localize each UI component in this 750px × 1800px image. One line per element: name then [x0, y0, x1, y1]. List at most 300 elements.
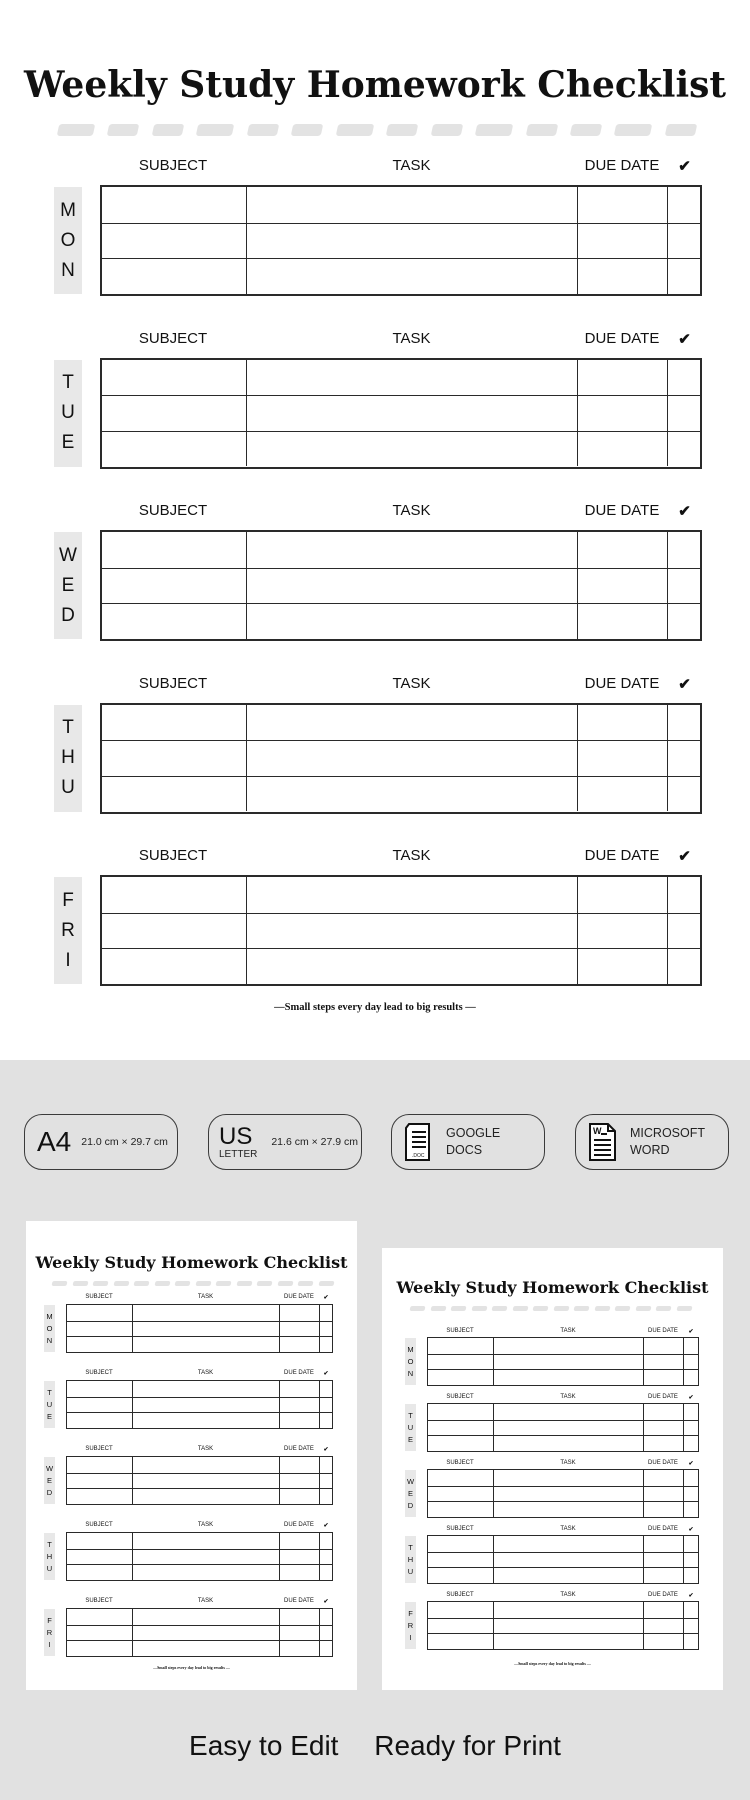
check-cell[interactable] — [319, 1474, 332, 1489]
due-date-cell[interactable] — [577, 360, 667, 396]
column-header-due-date: DUE DATE — [584, 329, 660, 347]
column-header-subject: SUBJECT — [446, 1592, 474, 1598]
dash-segment — [318, 1281, 334, 1286]
table-row — [428, 1470, 698, 1486]
due-date-cell[interactable] — [279, 1322, 319, 1337]
due-date-cell[interactable] — [643, 1553, 683, 1568]
dash-segment — [152, 124, 185, 136]
due-date-cell[interactable] — [577, 705, 667, 741]
subject-cell[interactable] — [428, 1404, 493, 1420]
day-letter: R — [61, 919, 75, 941]
day-letter: H — [46, 1551, 53, 1561]
check-cell[interactable] — [667, 604, 700, 639]
check-cell[interactable] — [667, 224, 700, 259]
table-row — [428, 1404, 698, 1420]
check-cell[interactable] — [683, 1338, 698, 1354]
dash-segment — [72, 1281, 88, 1286]
task-cell[interactable] — [132, 1533, 279, 1549]
task-cell[interactable] — [132, 1550, 279, 1565]
dash-segment — [635, 1306, 651, 1311]
check-cell[interactable] — [319, 1413, 332, 1428]
thumb-us-quote: —Small steps every day lead to big results — — [514, 1661, 591, 1666]
day-letter: W — [406, 1476, 415, 1486]
check-cell[interactable] — [683, 1370, 698, 1385]
checkmark-icon: ✔ — [323, 1371, 329, 1377]
due-date-cell[interactable] — [279, 1413, 319, 1428]
subject-cell[interactable] — [428, 1619, 493, 1634]
check-cell[interactable] — [319, 1489, 332, 1504]
table-row — [67, 1564, 332, 1580]
check-cell[interactable] — [683, 1536, 698, 1552]
column-header-subject: SUBJECT — [138, 847, 208, 864]
subject-cell[interactable] — [67, 1322, 132, 1337]
dash-segment — [386, 124, 419, 136]
due-date-cell[interactable] — [643, 1421, 683, 1436]
task-cell[interactable] — [493, 1470, 643, 1486]
day-letter: U — [61, 402, 75, 423]
word-line1: MICROSOFT — [630, 1126, 705, 1141]
task-cell[interactable] — [246, 949, 577, 984]
subject-cell[interactable] — [428, 1370, 493, 1385]
due-date-cell[interactable] — [279, 1305, 319, 1321]
subject-cell[interactable] — [67, 1337, 132, 1352]
check-cell[interactable] — [667, 569, 700, 604]
subject-cell[interactable] — [67, 1641, 132, 1656]
task-cell[interactable] — [246, 187, 577, 223]
due-date-cell[interactable] — [279, 1609, 319, 1625]
check-cell[interactable] — [667, 705, 700, 741]
checkmark-icon: ✔ — [678, 330, 691, 348]
day-label-mon — [405, 1338, 416, 1385]
due-date-cell[interactable] — [643, 1355, 683, 1370]
subject-cell[interactable] — [67, 1550, 132, 1565]
subject-cell[interactable] — [67, 1474, 132, 1489]
task-cell[interactable] — [493, 1634, 643, 1649]
task-cell[interactable] — [493, 1421, 643, 1436]
homework-table-tue — [100, 358, 702, 469]
day-block-thu — [26, 1522, 357, 1581]
day-letter: F — [47, 1615, 52, 1625]
table-row — [102, 187, 700, 223]
subject-cell[interactable] — [102, 532, 246, 568]
due-date-cell[interactable] — [577, 396, 667, 431]
table-row — [102, 258, 700, 294]
day-label-wed — [405, 1470, 416, 1517]
check-cell[interactable] — [683, 1619, 698, 1634]
check-cell[interactable] — [667, 914, 700, 949]
check-cell[interactable] — [683, 1436, 698, 1451]
check-cell[interactable] — [667, 432, 700, 467]
subject-cell[interactable] — [102, 705, 246, 741]
task-cell[interactable] — [132, 1609, 279, 1625]
task-cell[interactable] — [246, 224, 577, 259]
homework-table-thu — [100, 703, 702, 814]
dash-segment — [93, 1281, 109, 1286]
due-date-cell[interactable] — [279, 1381, 319, 1397]
table-row — [102, 948, 700, 984]
due-date-cell[interactable] — [643, 1634, 683, 1649]
due-date-cell[interactable] — [577, 741, 667, 776]
table-row — [67, 1381, 332, 1397]
dash-segment — [247, 124, 280, 136]
doc-file-icon — [404, 1122, 434, 1162]
task-cell[interactable] — [493, 1536, 643, 1552]
check-cell[interactable] — [319, 1533, 332, 1549]
dash-segment — [615, 1306, 631, 1311]
check-cell[interactable] — [683, 1470, 698, 1486]
task-cell[interactable] — [132, 1337, 279, 1352]
homework-table-fri — [66, 1608, 333, 1657]
due-date-cell[interactable] — [643, 1568, 683, 1583]
format-word-badge — [575, 1114, 729, 1170]
check-cell[interactable] — [319, 1457, 332, 1473]
google-docs-line1: GOOGLE — [446, 1126, 501, 1141]
due-date-cell[interactable] — [577, 259, 667, 294]
checkmark-icon: ✔ — [323, 1447, 329, 1453]
subject-cell[interactable] — [428, 1338, 493, 1354]
task-cell[interactable] — [132, 1398, 279, 1413]
task-cell[interactable] — [493, 1355, 643, 1370]
column-header-subject: SUBJECT — [446, 1394, 474, 1400]
day-letter: N — [61, 259, 75, 281]
due-date-cell[interactable] — [279, 1337, 319, 1352]
task-cell[interactable] — [246, 877, 577, 913]
column-header-subject: SUBJECT — [446, 1328, 474, 1334]
task-cell[interactable] — [493, 1619, 643, 1634]
day-letter: M — [60, 199, 76, 221]
check-cell[interactable] — [683, 1568, 698, 1583]
day-letter: I — [409, 1632, 412, 1642]
due-date-cell[interactable] — [279, 1550, 319, 1565]
subject-cell[interactable] — [67, 1626, 132, 1641]
subject-cell[interactable] — [428, 1355, 493, 1370]
table-row — [102, 877, 700, 913]
subject-cell[interactable] — [67, 1457, 132, 1473]
check-cell[interactable] — [319, 1398, 332, 1413]
check-cell[interactable] — [667, 396, 700, 431]
subject-cell[interactable] — [428, 1536, 493, 1552]
column-header-due-date: DUE DATE — [584, 674, 660, 692]
due-date-cell[interactable] — [643, 1502, 683, 1517]
task-cell[interactable] — [246, 259, 577, 294]
subject-cell[interactable] — [102, 259, 246, 294]
subject-cell[interactable] — [102, 777, 246, 812]
subject-cell[interactable] — [428, 1421, 493, 1436]
task-cell[interactable] — [493, 1338, 643, 1354]
table-row — [67, 1397, 332, 1413]
format-a4-size: 21.0 cm × 29.7 cm — [81, 1136, 168, 1148]
column-header-subject: SUBJECT — [85, 1598, 113, 1604]
subject-cell[interactable] — [67, 1398, 132, 1413]
check-cell[interactable] — [319, 1381, 332, 1397]
due-date-cell[interactable] — [279, 1641, 319, 1656]
day-label-tue — [44, 1381, 55, 1428]
subject-cell[interactable] — [67, 1489, 132, 1504]
due-date-cell[interactable] — [643, 1338, 683, 1354]
homework-table-wed — [66, 1456, 333, 1505]
day-letter: E — [407, 1434, 413, 1444]
due-date-cell[interactable] — [279, 1533, 319, 1549]
table-row — [428, 1633, 698, 1649]
check-cell[interactable] — [667, 877, 700, 913]
dash-segment — [57, 124, 96, 136]
dash-segment — [665, 124, 698, 136]
column-header-subject: SUBJECT — [85, 1370, 113, 1376]
day-block-mon — [402, 1328, 723, 1386]
table-row — [102, 223, 700, 259]
due-date-cell[interactable] — [279, 1474, 319, 1489]
check-cell[interactable] — [683, 1502, 698, 1517]
homework-table-thu — [427, 1535, 699, 1584]
due-date-cell[interactable] — [279, 1457, 319, 1473]
task-cell[interactable] — [132, 1322, 279, 1337]
day-letter: T — [62, 717, 74, 738]
column-header-subject: SUBJECT — [85, 1294, 113, 1300]
task-cell[interactable] — [246, 705, 577, 741]
task-cell[interactable] — [246, 569, 577, 604]
due-date-cell[interactable] — [643, 1470, 683, 1486]
table-row — [102, 603, 700, 639]
subject-cell[interactable] — [102, 569, 246, 604]
column-header-due-date: DUE DATE — [584, 847, 660, 864]
day-block-wed — [26, 1446, 357, 1505]
day-letter: E — [407, 1488, 413, 1498]
svg-text:.DOC: .DOC — [412, 1153, 425, 1159]
format-google-docs-badge — [391, 1114, 545, 1170]
table-row — [67, 1549, 332, 1565]
check-cell[interactable] — [319, 1550, 332, 1565]
check-cell[interactable] — [683, 1602, 698, 1618]
task-cell[interactable] — [132, 1305, 279, 1321]
homework-table-mon — [100, 185, 702, 296]
day-block-tue — [26, 1370, 357, 1429]
due-date-cell[interactable] — [577, 604, 667, 639]
due-date-cell[interactable] — [643, 1370, 683, 1385]
column-header-subject: SUBJECT — [85, 1446, 113, 1452]
subject-cell[interactable] — [102, 187, 246, 223]
task-cell[interactable] — [246, 532, 577, 568]
checkmark-icon: ✔ — [323, 1295, 329, 1301]
subject-cell[interactable] — [67, 1533, 132, 1549]
day-block-fri — [0, 847, 750, 986]
column-header-task: TASK — [392, 157, 431, 174]
task-cell[interactable] — [246, 777, 577, 812]
subject-cell[interactable] — [428, 1553, 493, 1568]
subject-cell[interactable] — [67, 1305, 132, 1321]
dash-segment — [51, 1281, 67, 1286]
dash-segment — [656, 1306, 672, 1311]
due-date-cell[interactable] — [577, 224, 667, 259]
dash-segment — [154, 1281, 170, 1286]
subject-cell[interactable] — [102, 360, 246, 396]
check-cell[interactable] — [667, 259, 700, 294]
due-date-cell[interactable] — [279, 1489, 319, 1504]
day-letter: O — [407, 1356, 414, 1366]
day-block-tue — [0, 330, 750, 469]
dash-segment — [409, 1306, 425, 1311]
check-cell[interactable] — [319, 1609, 332, 1625]
checkmark-icon: ✔ — [678, 848, 691, 865]
task-cell[interactable] — [493, 1602, 643, 1618]
due-date-cell[interactable] — [643, 1436, 683, 1451]
motivational-quote: —Small steps every day lead to big results — — [274, 1002, 476, 1013]
day-letter: T — [408, 1410, 413, 1420]
due-date-cell[interactable] — [643, 1619, 683, 1634]
dash-segment — [430, 124, 463, 136]
column-header-subject: SUBJECT — [446, 1526, 474, 1532]
homework-table-mon — [66, 1304, 333, 1353]
dash-segment — [216, 1281, 232, 1286]
task-cell[interactable] — [493, 1436, 643, 1451]
due-date-cell[interactable] — [643, 1487, 683, 1502]
column-header-due-date: DUE DATE — [648, 1460, 678, 1466]
check-cell[interactable] — [667, 187, 700, 223]
task-cell[interactable] — [246, 432, 577, 467]
task-cell[interactable] — [132, 1413, 279, 1428]
column-header-subject: SUBJECT — [85, 1522, 113, 1528]
subject-cell[interactable] — [428, 1436, 493, 1451]
subject-cell[interactable] — [428, 1634, 493, 1649]
dash-segment — [451, 1306, 467, 1311]
day-block-mon — [26, 1294, 357, 1353]
task-cell[interactable] — [132, 1474, 279, 1489]
task-cell[interactable] — [132, 1381, 279, 1397]
check-cell[interactable] — [683, 1404, 698, 1420]
task-cell[interactable] — [132, 1565, 279, 1580]
subject-cell[interactable] — [428, 1470, 493, 1486]
subject-cell[interactable] — [102, 604, 246, 639]
task-cell[interactable] — [132, 1626, 279, 1641]
day-block-tue — [402, 1394, 723, 1452]
task-cell[interactable] — [132, 1489, 279, 1504]
day-label-thu — [54, 705, 82, 812]
dash-segment — [107, 124, 140, 136]
due-date-cell[interactable] — [643, 1536, 683, 1552]
footer-easy-to-edit: Easy to Edit — [189, 1730, 339, 1761]
task-cell[interactable] — [246, 396, 577, 431]
check-cell[interactable] — [667, 777, 700, 812]
subject-cell[interactable] — [102, 949, 246, 984]
check-cell[interactable] — [667, 741, 700, 776]
check-cell[interactable] — [319, 1641, 332, 1656]
due-date-cell[interactable] — [577, 777, 667, 812]
check-cell[interactable] — [683, 1553, 698, 1568]
subject-cell[interactable] — [102, 877, 246, 913]
task-cell[interactable] — [493, 1568, 643, 1583]
format-us-name: US — [219, 1122, 253, 1150]
day-letter: M — [46, 1311, 53, 1321]
subject-cell[interactable] — [428, 1487, 493, 1502]
task-cell[interactable] — [493, 1553, 643, 1568]
task-cell[interactable] — [493, 1487, 643, 1502]
subject-cell[interactable] — [428, 1502, 493, 1517]
due-date-cell[interactable] — [577, 914, 667, 949]
footer-ready-for-print: Ready for Print — [374, 1730, 561, 1761]
check-cell[interactable] — [319, 1626, 332, 1641]
column-header-due-date: DUE DATE — [648, 1592, 678, 1598]
table-row — [67, 1533, 332, 1549]
due-date-cell[interactable] — [279, 1398, 319, 1413]
check-cell[interactable] — [683, 1421, 698, 1436]
check-cell[interactable] — [319, 1305, 332, 1321]
due-date-cell[interactable] — [577, 432, 667, 467]
task-cell[interactable] — [132, 1641, 279, 1656]
day-letter: E — [61, 574, 75, 596]
subject-cell[interactable] — [67, 1413, 132, 1428]
due-date-cell[interactable] — [643, 1404, 683, 1420]
due-date-cell[interactable] — [577, 569, 667, 604]
task-cell[interactable] — [246, 741, 577, 776]
subject-cell[interactable] — [428, 1602, 493, 1618]
column-header-due-date: DUE DATE — [648, 1394, 678, 1400]
day-letter: U — [46, 1399, 53, 1409]
column-header-task: TASK — [197, 1370, 214, 1376]
subject-cell[interactable] — [67, 1565, 132, 1580]
table-row — [67, 1305, 332, 1321]
subject-cell[interactable] — [428, 1568, 493, 1583]
homework-table-wed — [100, 530, 702, 641]
thumb-a4-dash-divider — [52, 1281, 334, 1286]
due-date-cell[interactable] — [577, 949, 667, 984]
day-letter: W — [45, 1463, 54, 1473]
table-row — [67, 1473, 332, 1489]
check-cell[interactable] — [319, 1322, 332, 1337]
day-letter: I — [48, 1639, 51, 1649]
task-cell[interactable] — [493, 1370, 643, 1385]
due-date-cell[interactable] — [643, 1602, 683, 1618]
subject-cell[interactable] — [102, 914, 246, 949]
day-letter: E — [61, 432, 75, 453]
checkmark-icon: ✔ — [323, 1599, 329, 1605]
table-row — [67, 1457, 332, 1473]
subject-cell[interactable] — [102, 396, 246, 431]
dash-segment — [492, 1306, 508, 1311]
check-cell[interactable] — [319, 1565, 332, 1580]
subject-cell[interactable] — [102, 741, 246, 776]
task-cell[interactable] — [132, 1457, 279, 1473]
column-header-task: TASK — [392, 329, 431, 347]
check-cell[interactable] — [319, 1337, 332, 1352]
subject-cell[interactable] — [102, 224, 246, 259]
check-cell[interactable] — [667, 360, 700, 396]
task-cell[interactable] — [246, 604, 577, 639]
task-cell[interactable] — [246, 914, 577, 949]
task-cell[interactable] — [493, 1502, 643, 1517]
homework-table-thu — [66, 1532, 333, 1581]
due-date-cell[interactable] — [279, 1565, 319, 1580]
due-date-cell[interactable] — [279, 1626, 319, 1641]
task-cell[interactable] — [493, 1404, 643, 1420]
subject-cell[interactable] — [67, 1609, 132, 1625]
check-cell[interactable] — [683, 1487, 698, 1502]
day-letter: U — [407, 1566, 414, 1576]
due-date-cell[interactable] — [577, 877, 667, 913]
check-cell[interactable] — [667, 532, 700, 568]
due-date-cell[interactable] — [577, 532, 667, 568]
due-date-cell[interactable] — [577, 187, 667, 223]
check-cell[interactable] — [683, 1355, 698, 1370]
column-header-task: TASK — [197, 1446, 214, 1452]
subject-cell[interactable] — [67, 1381, 132, 1397]
column-header-task: TASK — [560, 1526, 576, 1532]
check-cell[interactable] — [667, 949, 700, 984]
check-cell[interactable] — [683, 1634, 698, 1649]
task-cell[interactable] — [246, 360, 577, 396]
column-header-subject: SUBJECT — [138, 329, 208, 347]
subject-cell[interactable] — [102, 432, 246, 467]
table-row — [102, 360, 700, 396]
day-block-thu — [402, 1526, 723, 1584]
